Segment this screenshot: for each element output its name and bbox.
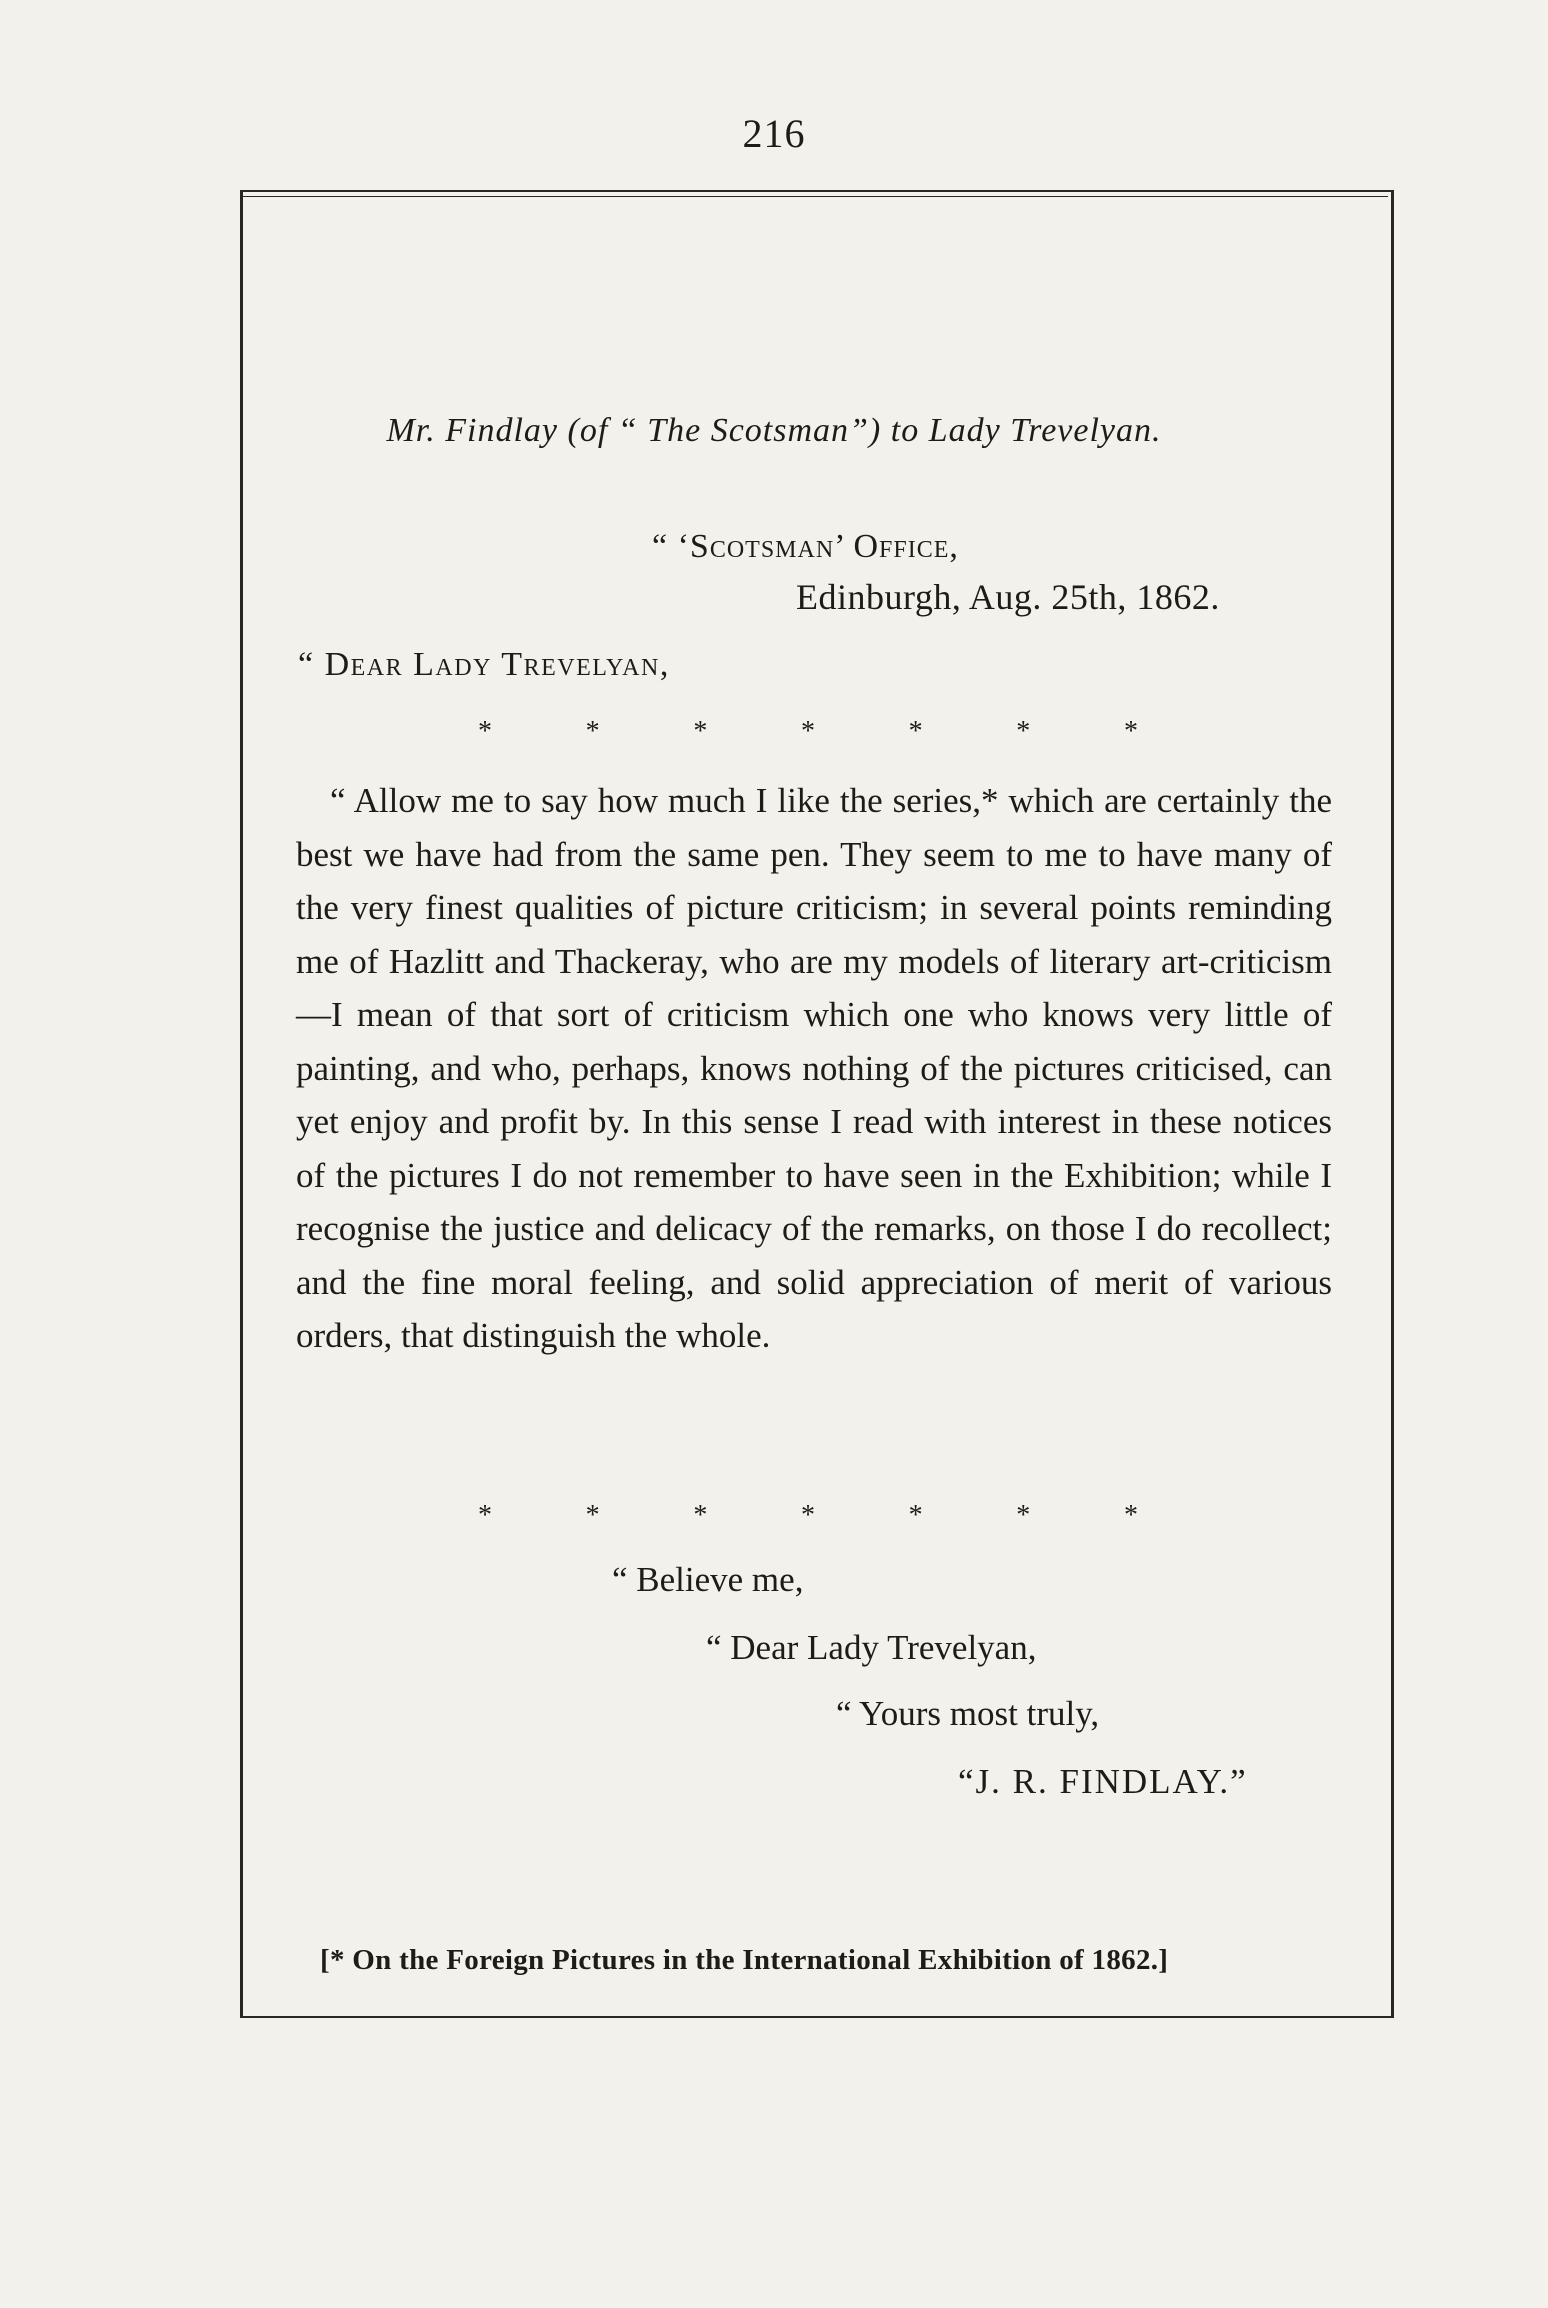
address-line-date: Edinburgh, Aug. 25th, 1862.	[796, 577, 1220, 617]
closing-believe-me: “ Believe me,	[612, 1560, 804, 1599]
star-mark: *	[478, 1500, 492, 1531]
star-mark: *	[1016, 1500, 1031, 1531]
closing-yours-truly: “ Yours most truly,	[836, 1694, 1100, 1733]
frame-rule	[240, 196, 1388, 197]
star-mark: *	[585, 1500, 600, 1531]
salutation: “ Dear Lady Trevelyan,	[298, 646, 670, 683]
star-mark: *	[908, 716, 923, 747]
star-mark: *	[693, 1500, 708, 1531]
footnote: [* On the Foreign Pictures in the International Exhibition of 1862.]	[320, 1944, 1169, 1976]
star-mark: *	[1123, 1500, 1138, 1531]
star-mark: *	[693, 716, 708, 747]
star-mark: *	[478, 716, 492, 747]
star-mark: *	[800, 1500, 815, 1531]
ellipsis-stars-bottom	[478, 1500, 1138, 1532]
letter-heading: Mr. Findlay (of “ The Scotsman”) to Lady Trevelyan.	[386, 412, 1162, 449]
closing-dear-lady: “ Dear Lady Trevelyan,	[706, 1628, 1037, 1667]
signature: “J. R. FINDLAY.”	[958, 1762, 1248, 1801]
star-mark: *	[908, 1500, 923, 1531]
ellipsis-stars-top	[478, 716, 1138, 748]
star-mark: *	[585, 716, 600, 747]
star-mark: *	[1016, 716, 1031, 747]
page-number: 216	[742, 111, 806, 156]
letter-body: “ Allow me to say how much I like the series,* which are certainly the best we have had from the same pen. They seem to me to have many of the very finest qualities of picture criticism; in several points reminding me of Hazlitt and Thackeray, who are my models of literary art-criticism —I mean of that sort of criticism which one who knows very little of painting, and who, perhaps, knows nothing of the pictures criticised, can yet enjoy and profit by. In this sense I read with interest in these notices of the pictures I do not remember to have seen in the Exhibition; while I recognise the justice and delicacy of the remarks, on those I do recollect; and the fine moral feeling, and solid appreciation of merit of various orders, that distinguish the whole.	[296, 781, 1332, 1355]
address-line-office: “ ‘Scotsman’ Office,	[652, 528, 959, 565]
star-mark: *	[800, 716, 815, 747]
star-mark: *	[1123, 716, 1138, 747]
